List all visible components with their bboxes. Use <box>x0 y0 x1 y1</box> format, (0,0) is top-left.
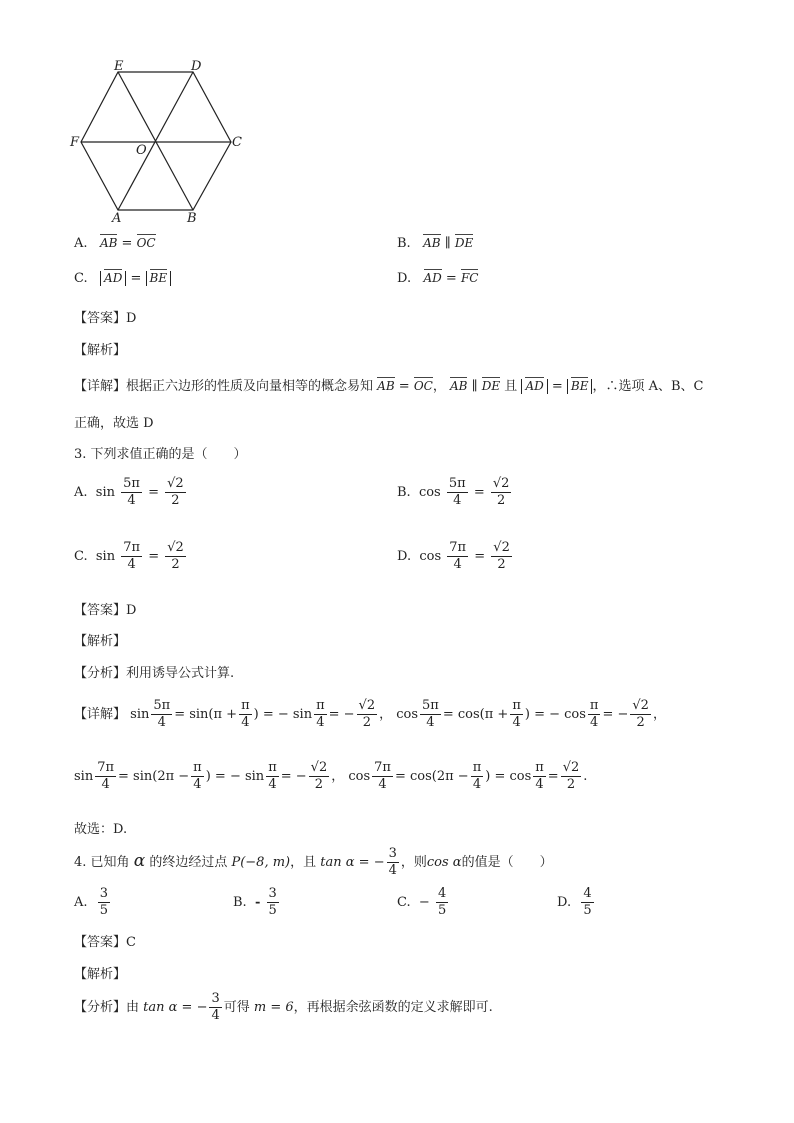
q3-option-d: D. cos $\frac{7\pi}{4}$ = $\frac{√2}{2}$ <box>397 540 510 572</box>
q3-stem: 3. 下列求值正确的是（ ） <box>74 447 247 462</box>
q4-analysis-label: 【解析】 <box>74 967 127 982</box>
q2-option-a: A. AB = OC <box>74 236 156 251</box>
q3-detail-line1: 【详解】 sin $\frac{5\pi}{4}$ = sin(π + $\frac{\pi}{4}$ ) = − sin $\frac{\pi}{4}$ = − $\frac{√2}{2}$ ， cos $\frac{5\pi}{4}$ = cos(π + $\frac{\pi}{4}$ ) = − cos $\frac{\pi}{4}$ = − $\frac{√2}{2}$ ， <box>74 698 666 730</box>
q2-option-c: C. AD = BE <box>74 271 171 286</box>
label-C: C <box>232 135 242 150</box>
q4-option-b: B. - $\frac{3}{5}$ <box>233 886 277 918</box>
q3-option-c: C. sin $\frac{7\pi}{4}$ = $\frac{√2}{2}$ <box>74 540 184 572</box>
q4-option-c: C. − $\frac{4}{5}$ <box>397 886 447 918</box>
hexagon-figure <box>66 58 256 228</box>
q3-analysis-label: 【解析】 <box>74 634 127 649</box>
q3-conclusion: 故选：D. <box>74 822 128 837</box>
q3-option-a: A. sin $\frac{5\pi}{4}$ = $\frac{√2}{2}$ <box>74 476 184 508</box>
q3-fenxi: 【分析】利用诱导公式计算. <box>74 666 235 681</box>
q4-answer: 【答案】C <box>74 935 136 950</box>
hexagon-diagram <box>66 58 256 228</box>
label-F: F <box>70 135 80 150</box>
q3-detail-line2: sin $\frac{7\pi}{4}$ = sin(2π − $\frac{\pi}{4}$ ) = − sin $\frac{\pi}{4}$ = − $\frac{√2}{2}$ ， cos $\frac{7\pi}{4}$ = cos(2π − $\frac{\pi}{4}$ ) = cos $\frac{\pi}{4}$ = $\frac{√2}{2}$ . <box>74 760 588 792</box>
q2-analysis-label: 【解析】 <box>74 343 127 358</box>
q4-stem: 4. 已知角 α 的终边经过点 P(−8, m)，且 tan α = − $\frac{3}{4}$ ，则cos α的值是（ ） <box>74 846 553 878</box>
q4-option-d: D. $\frac{4}{5}$ <box>557 886 592 918</box>
label-E: E <box>114 59 124 74</box>
q2-detail-line2: 正确，故选 D <box>74 416 154 431</box>
q3-answer: 【答案】D <box>74 603 137 618</box>
q2-option-d: D. AD = FC <box>397 271 479 286</box>
q2-detail: 【详解】根据正六边形的性质及向量相等的概念易知 AB = OC， AB ∥ DE 且 AD = BE ，∴选项 A、B、C <box>74 379 704 394</box>
q4-fenxi: 【分析】由 tan α = − $\frac{3}{4}$ 可得 m = 6，再根据余弦函数的定义求解即可. <box>74 991 493 1023</box>
q4-option-a: A. $\frac{3}{5}$ <box>74 886 109 918</box>
q2-option-b: B. AB ∥ DE <box>397 236 474 251</box>
label-A: A <box>112 211 122 226</box>
label-O: O <box>136 143 147 158</box>
label-D: D <box>191 59 202 74</box>
label-B: B <box>187 211 197 226</box>
q3-option-b: B. cos $\frac{5\pi}{4}$ = $\frac{√2}{2}$ <box>397 476 510 508</box>
q2-answer: 【答案】D <box>74 311 137 326</box>
